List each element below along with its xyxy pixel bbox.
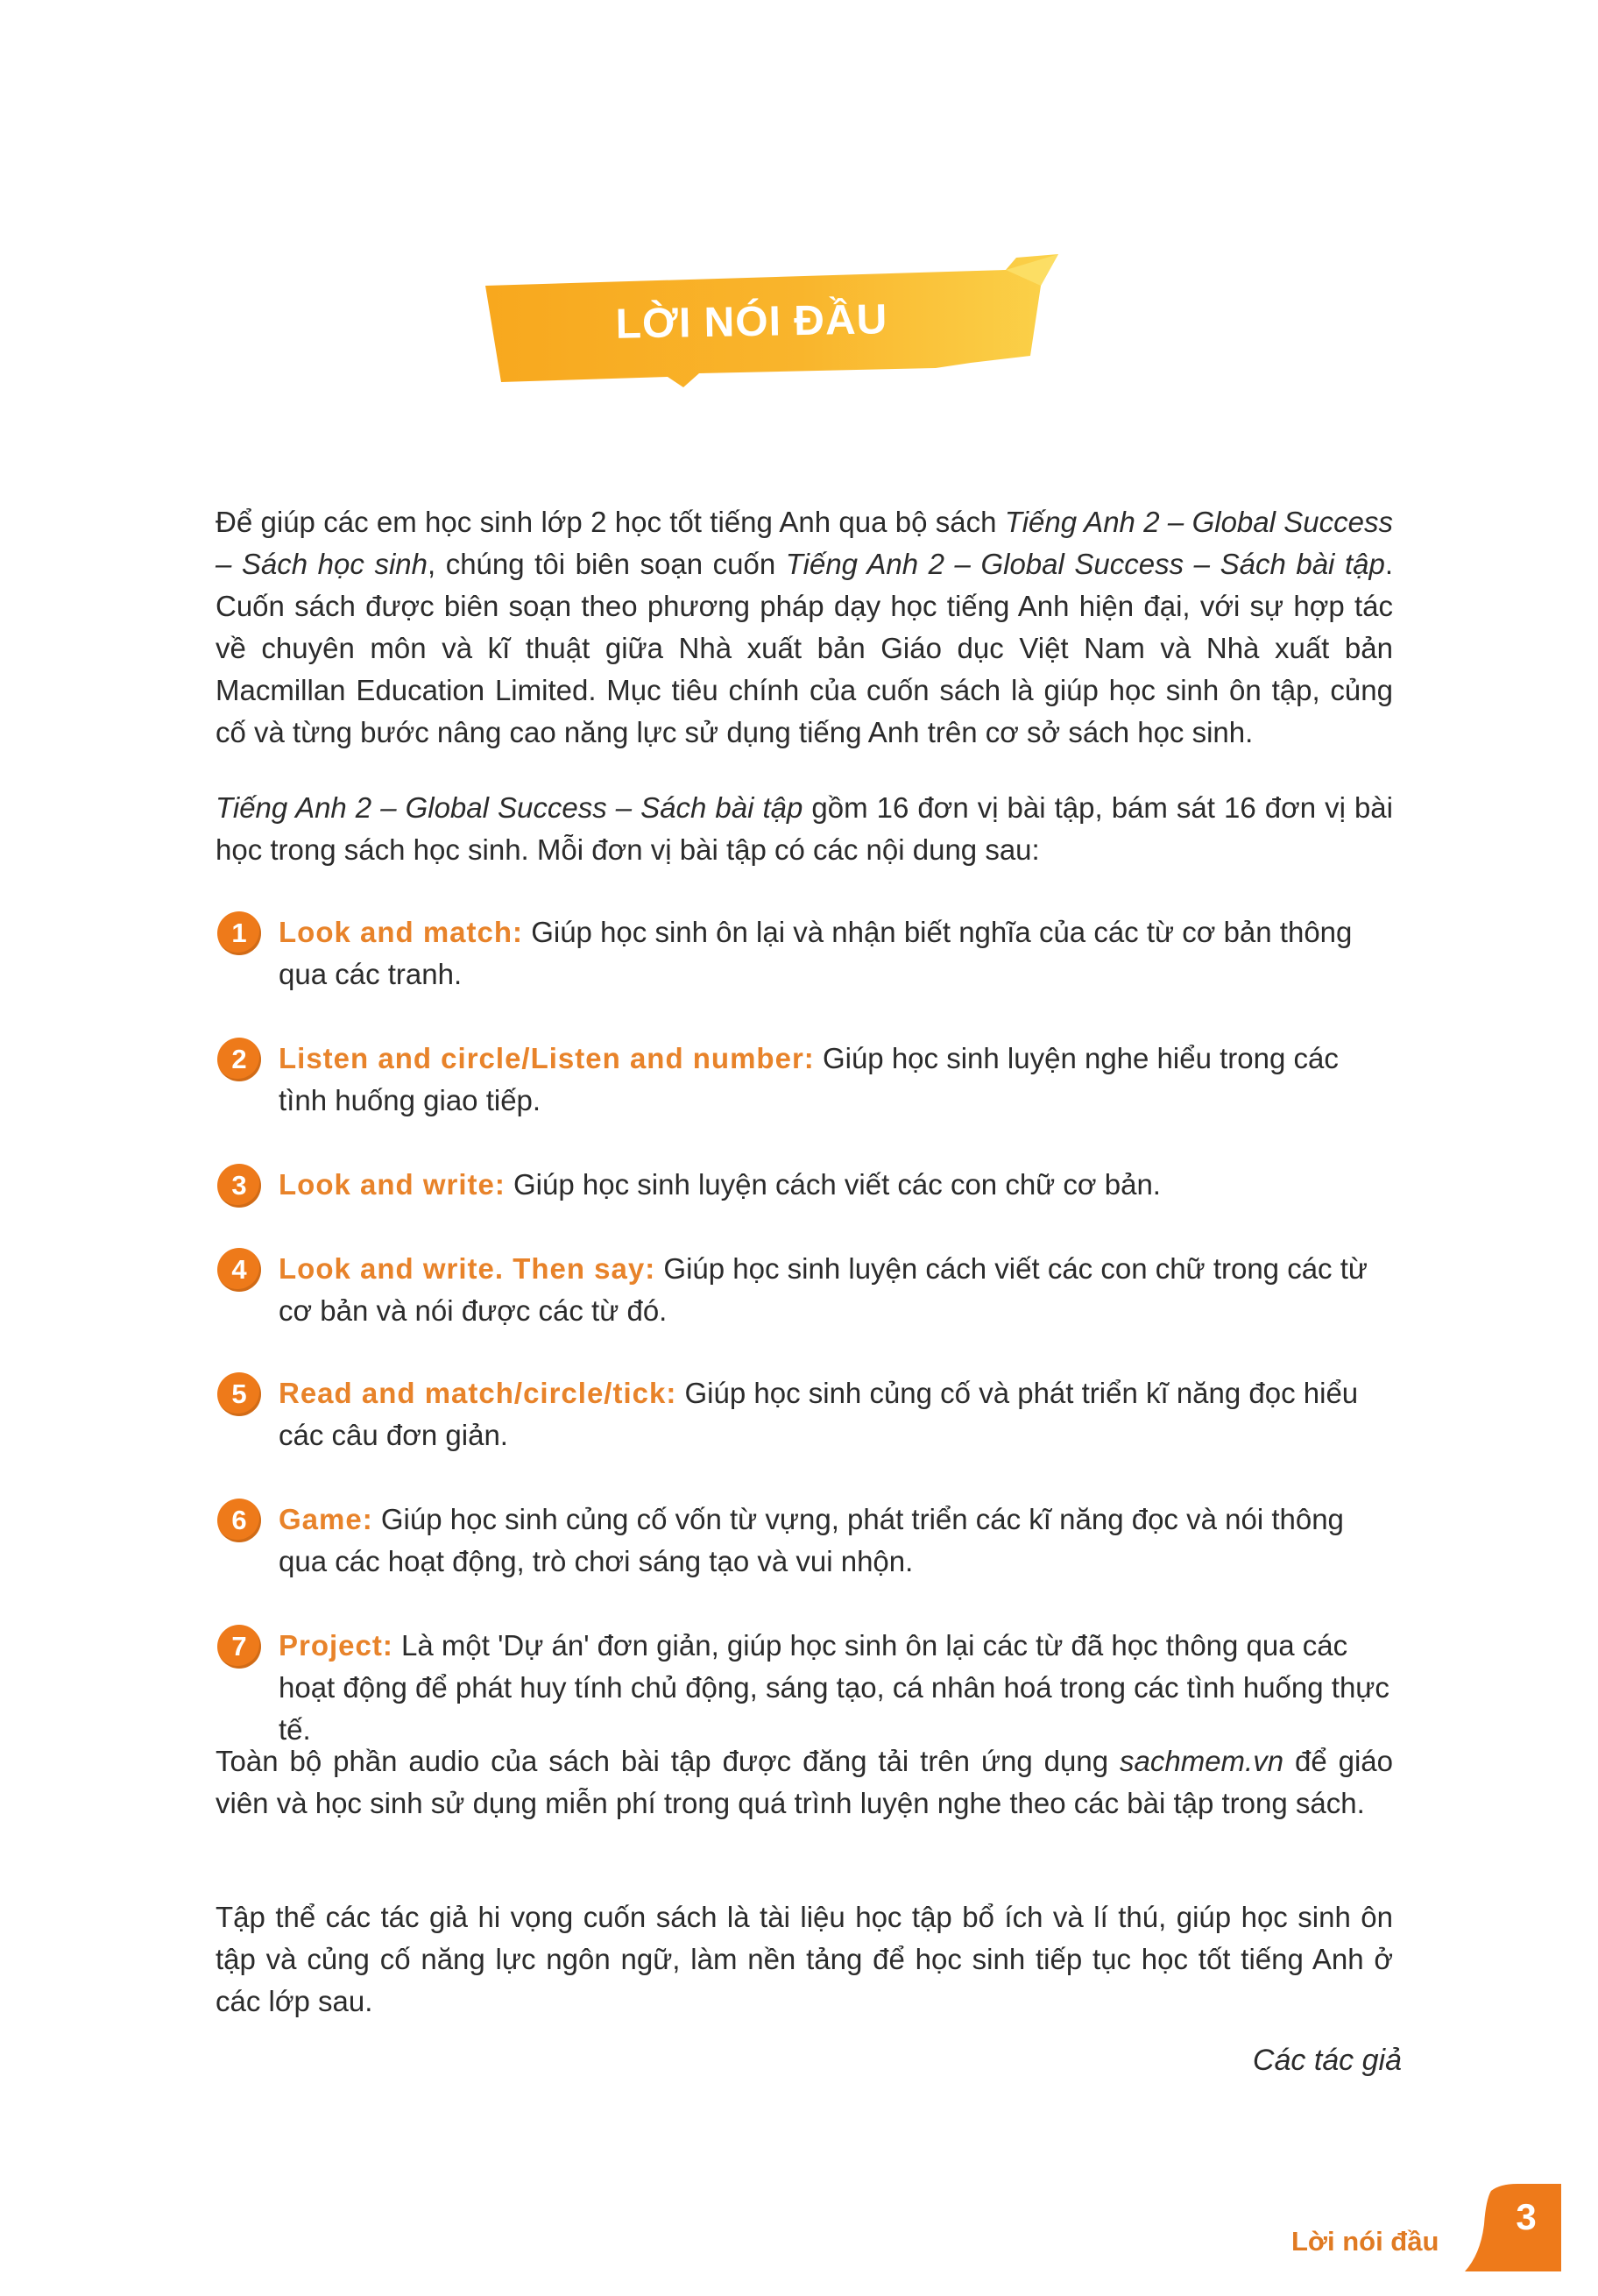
item-description: Giúp học sinh ôn lại và nhận biết nghĩa của các từ cơ bản thông qua các tranh.	[279, 916, 1353, 990]
text-span: . Cuốn sách được biên soạn theo phương pháp dạy học tiếng Anh hiện đại, với sự hợp tác về chuyên môn và kĩ thuật giữa Nhà xuất bản Giáo dục Việt Nam và Nhà xuất bản Macmillan Education Limited. Mục tiêu chính của cuốn sách là giúp học sinh ôn tập, củng cố và từng bước nâng cao năng lực sử dụng tiếng Anh trên cơ sở sách học sinh.	[216, 548, 1393, 748]
item-description: Là một 'Dự án' đơn giản, giúp học sinh ôn lại các từ đã học thông qua các hoạt động để phát huy tính chủ động, sáng tạo, cá nhân hoá trong các tình huống thực tế.	[279, 1629, 1389, 1746]
page-number-tab	[1465, 2184, 1561, 2271]
item-label: Look and match:	[279, 916, 524, 948]
intro-paragraph-2	[216, 787, 1393, 871]
number-badge: 2	[217, 1038, 261, 1081]
text-span: , chúng tôi biên soạn cuốn	[427, 548, 786, 580]
number-badge: 6	[217, 1499, 261, 1542]
item-description: Giúp học sinh luyện nghe hiểu trong các tình huống giao tiếp.	[279, 1042, 1339, 1116]
text-span: Tập thể các tác giả hi vọng cuốn sách là tài liệu học tập bổ ích và lí thú, giúp học sinh ôn tập và củng cố năng lực ngôn ngữ, làm nền tảng để học sinh tiếp tục học tốt tiếng Anh ở các lớp sau.	[216, 1901, 1393, 2017]
book-title-workbook: Tiếng Anh 2 – Global Success – Sách bài tập	[785, 548, 1385, 580]
number-badge: 5	[217, 1372, 261, 1416]
item-label: Project:	[279, 1629, 393, 1662]
book-title-workbook: Tiếng Anh 2 – Global Success – Sách bài tập	[216, 791, 803, 824]
item-label: Look and write. Then say:	[279, 1252, 656, 1285]
item-description: Giúp học sinh củng cố vốn từ vựng, phát triển các kĩ năng đọc và nói thông qua các hoạt động, trò chơi sáng tạo và vui nhộn.	[279, 1503, 1344, 1577]
number-badge: 4	[217, 1248, 261, 1292]
item-label: Look and write:	[279, 1168, 506, 1201]
text-span: Toàn bộ phần audio của sách bài tập được đăng tải trên ứng dụng	[216, 1745, 1120, 1777]
number-badge: 1	[217, 911, 261, 955]
intro-paragraph-1	[216, 501, 1393, 754]
number-badge: 3	[217, 1164, 261, 1208]
footer-section-label: Lời nói đầu	[1291, 2226, 1439, 2257]
text-span: gồm 16 đơn vị bài tập, bám sát 16 đơn vị bài học trong sách học sinh. Mỗi đơn vị bài tập có các nội dung sau:	[216, 791, 1393, 866]
text-span: Để giúp các em học sinh lớp 2 học tốt tiếng Anh qua bộ sách	[216, 506, 1005, 538]
website-name: sachmem.vn	[1120, 1745, 1284, 1777]
item-label: Listen and circle/Listen and number:	[279, 1042, 815, 1074]
closing-paragraph	[216, 1896, 1393, 2023]
text-span: để giáo viên và học sinh sử dụng miễn phí trong quá trình luyện nghe theo các bài tập trong sách.	[216, 1745, 1393, 1819]
item-description: Giúp học sinh luyện cách viết các con chữ cơ bản.	[505, 1168, 1161, 1201]
signature: Các tác giả	[1252, 2044, 1402, 2077]
title-banner	[480, 251, 1058, 391]
item-label: Read and match/circle/tick:	[279, 1377, 677, 1409]
item-description: Giúp học sinh củng cố và phát triển kĩ năng đọc hiểu các câu đơn giản.	[279, 1377, 1359, 1451]
number-badge: 7	[217, 1625, 261, 1669]
item-description: Giúp học sinh luyện cách viết các con chữ trong các từ cơ bản và nói được các từ đó.	[279, 1252, 1368, 1327]
page-number: 3	[1516, 2196, 1537, 2237]
book-title-student: Tiếng Anh 2 – Global Success – Sách học sinh	[216, 506, 1393, 580]
page-title: LỜI NÓI ĐẦU	[615, 296, 888, 348]
audio-paragraph	[216, 1740, 1393, 1825]
item-label: Game:	[279, 1503, 373, 1535]
